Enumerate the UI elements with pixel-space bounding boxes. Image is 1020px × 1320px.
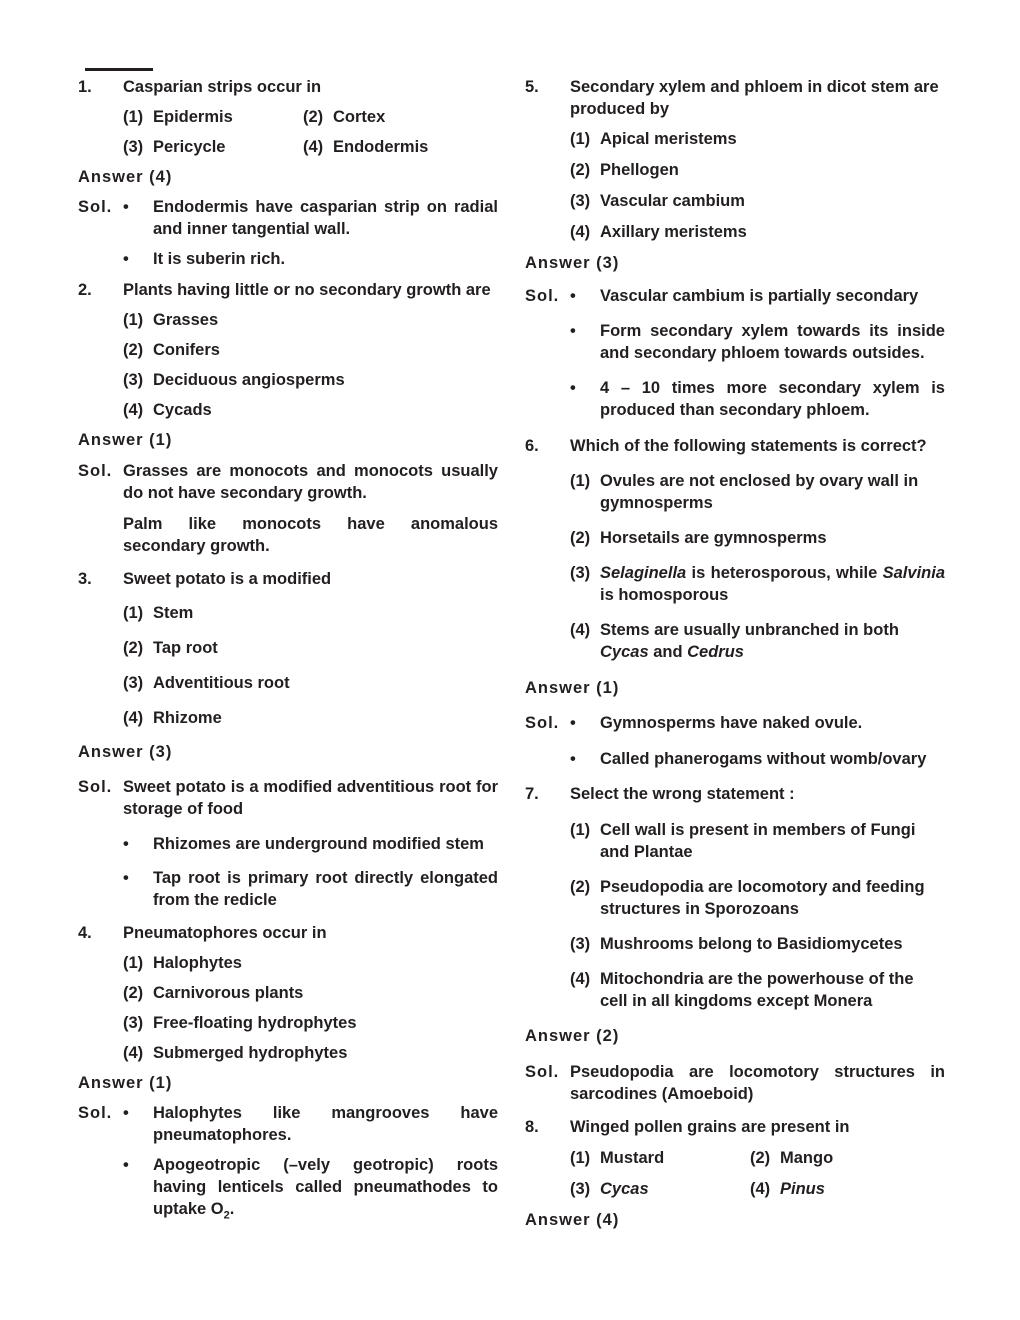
option-label: (1) [123, 108, 144, 126]
solution-text: Sweet potato is a modified adventitious root for storage of food [123, 778, 498, 818]
solution [525, 285, 945, 307]
answer: Answer (1) [525, 679, 620, 697]
option-label: (4) [123, 709, 144, 727]
options-row [78, 136, 498, 158]
question-number: 5. [525, 78, 539, 96]
option-text: is heterosporous, while [686, 564, 883, 582]
question-number: 8. [525, 1118, 539, 1136]
option-label: (2) [750, 1149, 771, 1167]
option-text: Halophytes [153, 954, 242, 972]
option-text: Mustard [600, 1149, 665, 1167]
question-number: 1. [78, 78, 92, 96]
option-text: Deciduous angiosperms [153, 371, 345, 389]
bullet-icon: • [570, 379, 576, 397]
solution [525, 712, 945, 734]
option-label: (4) [750, 1180, 771, 1198]
option-3 [123, 136, 303, 158]
answer: Answer (3) [525, 254, 620, 272]
option-text: Carnivorous plants [153, 984, 304, 1002]
bullet-icon: • [123, 1156, 129, 1174]
bullet-icon: • [570, 750, 576, 768]
option-3 [525, 190, 945, 212]
solution-point [525, 377, 945, 421]
option-label: (1) [123, 604, 144, 622]
solution-text: Form secondary xylem towards its inside and secondary phloem towards outsides. [600, 322, 945, 362]
solution-text: Endodermis have casparian strip on radial and inner tangential wall. [153, 198, 498, 238]
option-label: (3) [570, 935, 591, 953]
option-text: Rhizome [153, 709, 222, 727]
solution-point [525, 748, 945, 770]
option-4 [78, 399, 498, 421]
option-label: (1) [123, 954, 144, 972]
option-3 [525, 933, 945, 955]
option-text: Apical meristems [600, 130, 737, 148]
option-text: Conifers [153, 341, 220, 359]
option-label: (1) [123, 311, 144, 329]
answer: Answer (2) [525, 1027, 620, 1045]
solution-point [78, 867, 498, 911]
option-text: Mango [780, 1149, 834, 1167]
option-text: Stem [153, 604, 194, 622]
question-number: 4. [78, 924, 92, 942]
option-1 [123, 106, 303, 128]
solution-point [78, 248, 498, 270]
solution-text: 4 – 10 times more secondary xylem is produced than secondary phloem. [600, 379, 945, 419]
option-4 [303, 136, 483, 158]
option-text: Tap root [153, 639, 218, 657]
option-label: (2) [123, 984, 144, 1002]
solution [78, 1102, 498, 1146]
option-label: (3) [123, 1014, 144, 1032]
option-label: (4) [303, 138, 324, 156]
answer: Answer (1) [78, 431, 173, 449]
option-text: Phellogen [600, 161, 679, 179]
options-row [78, 106, 498, 128]
solution-label: Sol. [78, 778, 113, 796]
solution-label: Sol. [78, 462, 113, 480]
solution-label: Sol. [78, 1104, 113, 1122]
option-4 [78, 707, 498, 729]
question-number: 2. [78, 281, 92, 299]
question-3 [78, 568, 498, 590]
option-4 [525, 968, 945, 1012]
option-label: (3) [123, 371, 144, 389]
option-3 [78, 369, 498, 391]
option-1 [78, 952, 498, 974]
right-column [525, 75, 945, 1231]
italic-term: Cycas [600, 643, 649, 661]
option-text: Endodermis [333, 138, 429, 156]
option-4 [750, 1178, 930, 1200]
option-4 [525, 221, 945, 243]
option-label: (1) [570, 1149, 591, 1167]
answer: Answer (4) [525, 1211, 620, 1229]
option-text: Pseudopodia are locomotory and feeding structures in Sporozoans [600, 878, 925, 918]
option-2 [525, 527, 945, 549]
solution-label: Sol. [525, 287, 560, 305]
solution-text: Gymnosperms have naked ovule. [600, 714, 863, 732]
question-number: 6. [525, 437, 539, 455]
option-label: (4) [570, 223, 591, 241]
option-2 [303, 106, 483, 128]
option-text: Vascular cambium [600, 192, 745, 210]
question-7 [525, 783, 945, 805]
solution [525, 1061, 945, 1105]
question-text: Sweet potato is a modified [123, 570, 332, 588]
option-label: (3) [123, 138, 144, 156]
option-2 [78, 982, 498, 1004]
question-number: 3. [78, 570, 92, 588]
bullet-icon: • [570, 714, 576, 732]
options-row [525, 1178, 945, 1200]
solution-text: Grasses are monocots and monocots usually do not have secondary growth. [123, 462, 498, 502]
option-2 [78, 339, 498, 361]
option-label: (2) [570, 161, 591, 179]
question-4 [78, 922, 498, 944]
options-row [525, 1147, 945, 1169]
option-text: Cycas [600, 1180, 649, 1198]
question-text: Which of the following statements is correct? [570, 437, 927, 455]
option-label: (2) [303, 108, 324, 126]
option-label: (4) [123, 401, 144, 419]
bullet-icon: • [123, 869, 129, 887]
bullet-icon: • [123, 250, 129, 268]
question-number: 7. [525, 785, 539, 803]
question-2 [78, 279, 498, 301]
option-label: (3) [570, 564, 591, 582]
question-1 [78, 76, 498, 98]
answer: Answer (3) [78, 743, 173, 761]
option-3 [525, 562, 945, 606]
option-1 [570, 1147, 750, 1169]
option-text: Adventitious root [153, 674, 290, 692]
option-text: Cortex [333, 108, 386, 126]
option-label: (3) [570, 1180, 591, 1198]
solution-text: Palm like monocots have anomalous secondary growth. [123, 515, 498, 555]
bullet-icon: • [123, 1104, 129, 1122]
option-label: (2) [123, 341, 144, 359]
solution-paragraph [78, 513, 498, 557]
option-3 [78, 672, 498, 694]
solution [78, 776, 498, 820]
option-label: (2) [123, 639, 144, 657]
option-3 [570, 1178, 750, 1200]
option-text: Pericycle [153, 138, 226, 156]
option-label: (2) [570, 878, 591, 896]
option-3 [78, 1012, 498, 1034]
option-text: Cycads [153, 401, 212, 419]
solution [78, 460, 498, 504]
solution-label: Sol. [525, 714, 560, 732]
option-label: (4) [123, 1044, 144, 1062]
italic-term: Salvinia [882, 564, 945, 582]
option-text: is homosporous [600, 586, 729, 604]
question-text: Select the wrong statement : [570, 785, 795, 803]
option-label: (4) [570, 970, 591, 988]
option-text: Grasses [153, 311, 219, 329]
question-5 [525, 76, 945, 120]
option-2 [750, 1147, 930, 1169]
solution-text: Tap root is primary root directly elongated from the redicle [153, 869, 498, 909]
answer: Answer (1) [78, 1074, 173, 1092]
solution-point [78, 833, 498, 855]
option-1 [78, 309, 498, 331]
option-label: (1) [570, 130, 591, 148]
question-text: Casparian strips occur in [123, 78, 322, 96]
option-label: (2) [570, 529, 591, 547]
bullet-icon: • [570, 322, 576, 340]
question-text: Plants having little or no secondary growth are [123, 281, 491, 299]
option-text: Pinus [780, 1180, 825, 1198]
solution-text: It is suberin rich. [153, 250, 286, 268]
italic-term: Selaginella [600, 564, 687, 582]
solution-label: Sol. [525, 1063, 560, 1081]
option-2 [525, 159, 945, 181]
solution-text: Called phanerogams without womb/ovary [600, 750, 927, 768]
header-mark [85, 68, 153, 71]
solution-point [78, 1154, 498, 1226]
question-text: Winged pollen grains are present in [570, 1118, 850, 1136]
option-text: Epidermis [153, 108, 233, 126]
option-2 [525, 876, 945, 920]
subscript: 2 [223, 1209, 230, 1222]
answer: Answer (4) [78, 168, 173, 186]
option-4 [78, 1042, 498, 1064]
solution-text: Vascular cambium is partially secondary [600, 287, 919, 305]
option-1 [525, 470, 945, 514]
option-text: and [648, 643, 688, 661]
option-text: Free-floating hydrophytes [153, 1014, 357, 1032]
solution [78, 196, 498, 240]
question-text: Pneumatophores occur in [123, 924, 327, 942]
option-label: (3) [570, 192, 591, 210]
option-label: (1) [570, 821, 591, 839]
solution-text: Rhizomes are underground modified stem [153, 835, 484, 853]
option-text: Mitochondria are the powerhouse of the cell in all kingdoms except Monera [600, 970, 914, 1010]
option-1 [525, 819, 945, 863]
option-text: Horsetails are gymnosperms [600, 529, 827, 547]
question-8 [525, 1116, 945, 1138]
option-text: Cell wall is present in members of Fungi and Plantae [600, 821, 916, 861]
question-6 [525, 435, 945, 457]
option-text: Ovules are not enclosed by ovary wall in gymnosperms [600, 472, 919, 512]
option-1 [525, 128, 945, 150]
question-text: Secondary xylem and phloem in dicot stem are produced by [570, 78, 939, 118]
option-text: Stems are usually unbranched in both [600, 621, 899, 639]
solution-text: Apogeotropic (–vely geotropic) roots having lenticels called pneumathodes to uptake O [153, 1156, 498, 1218]
option-label: (3) [123, 674, 144, 692]
left-column [78, 75, 498, 1226]
option-text: Mushrooms belong to Basidiomycetes [600, 935, 903, 953]
bullet-icon: • [123, 835, 129, 853]
solution-text: Halophytes like mangrooves have pneumatophores. [153, 1104, 498, 1144]
option-label: (4) [570, 621, 591, 639]
solution-text: Pseudopodia are locomotory structures in sarcodines (Amoeboid) [570, 1063, 945, 1103]
solution-point [525, 320, 945, 364]
option-label: (1) [570, 472, 591, 490]
period: . [229, 1200, 235, 1218]
option-1 [78, 602, 498, 624]
option-text: Submerged hydrophytes [153, 1044, 348, 1062]
option-2 [78, 637, 498, 659]
italic-term: Cedrus [687, 643, 744, 661]
bullet-icon: • [123, 198, 129, 216]
option-text: Axillary meristems [600, 223, 747, 241]
bullet-icon: • [570, 287, 576, 305]
solution-label: Sol. [78, 198, 113, 216]
option-4 [525, 619, 945, 663]
